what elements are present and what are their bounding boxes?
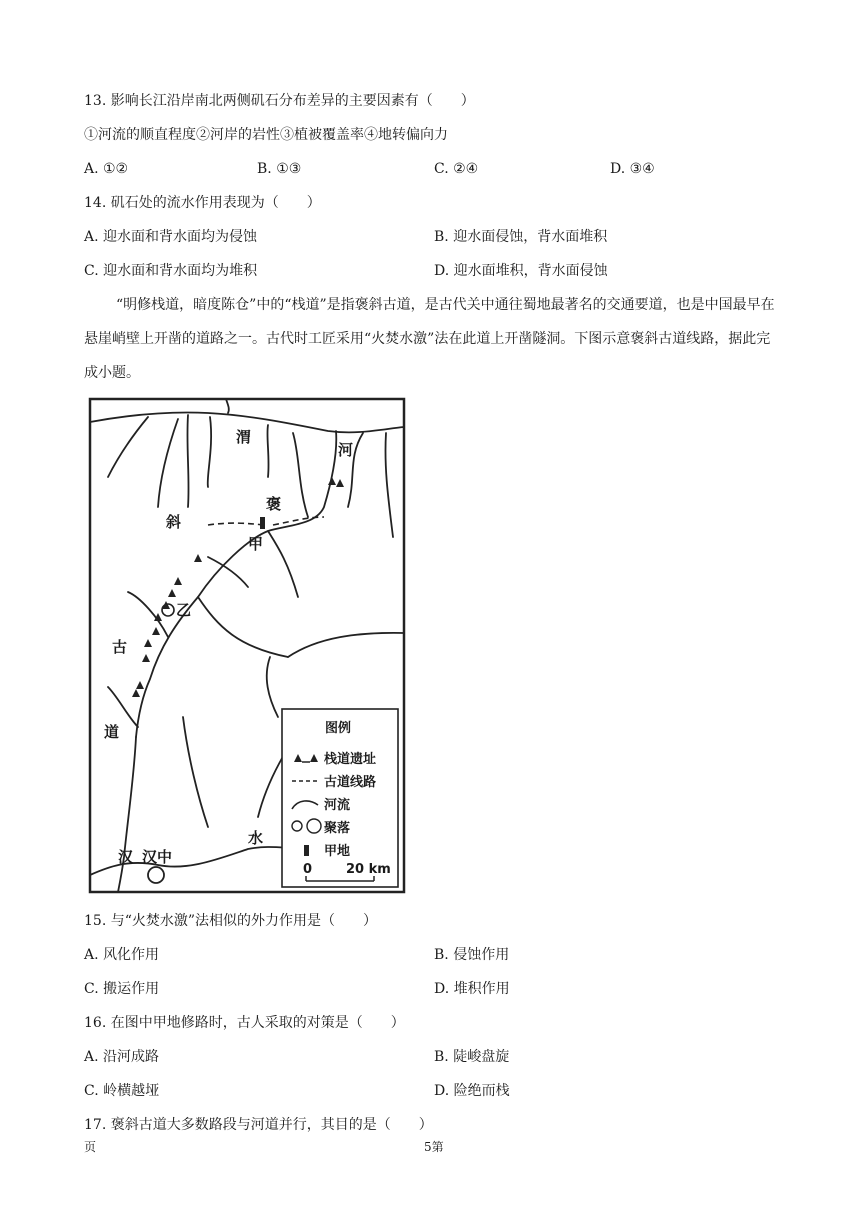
legend-jia: 甲地 xyxy=(324,844,351,859)
q14-option-b: B. 迎水面侵蚀，背水面堆积 xyxy=(434,229,608,245)
label-dao: 道 xyxy=(104,723,120,741)
q15-stem: 15. 与“火焚水激”法相似的外力作用是（ ） xyxy=(84,913,378,929)
label-wei: 渭 xyxy=(236,428,252,446)
jia-site-marker xyxy=(260,517,265,529)
q13-option-d: D. ③④ xyxy=(610,161,655,177)
q13-option-b: B. ①③ xyxy=(257,161,302,177)
q14-option-a: A. 迎水面和背水面均为侵蚀 xyxy=(84,229,258,245)
label-xie: 斜 xyxy=(166,513,182,531)
legend-river: 河流 xyxy=(324,798,351,813)
map-legend xyxy=(282,709,398,887)
q15-option-b: B. 侵蚀作用 xyxy=(434,947,510,963)
q14-option-d: D. 迎水面堆积，背水面侵蚀 xyxy=(434,263,608,279)
label-gu: 古 xyxy=(112,638,128,656)
legend-title: 图例 xyxy=(325,721,352,736)
label-hanzhong: 汉中 xyxy=(142,848,173,866)
q15-option-c: C. 搬运作用 xyxy=(84,981,160,997)
footer-left: 页 xyxy=(84,1140,97,1154)
q14-stem: 14. 矶石处的流水作用表现为（ ） xyxy=(84,195,321,211)
q13-option-c: C. ②④ xyxy=(434,161,479,177)
q16-stem: 16. 在图中甲地修路时，古人采取的对策是（ ） xyxy=(84,1015,405,1031)
footer-page-number: 5第 xyxy=(424,1140,444,1154)
baoxie-road-map xyxy=(88,397,406,894)
label-jia: 甲 xyxy=(248,535,264,553)
q16-option-d: D. 险绝而栈 xyxy=(434,1083,510,1099)
q14-option-c: C. 迎水面和背水面均为堆积 xyxy=(84,263,258,279)
q16-option-b: B. 陡峻盘旋 xyxy=(434,1049,510,1065)
q13-stem: 13. 影响长江沿岸南北两侧矶石分布差异的主要因素有（ ） xyxy=(84,93,475,109)
legend-ancient-road: 古道线路 xyxy=(324,775,377,790)
legend-scale-value: 20 km xyxy=(346,862,391,877)
hanzhong-settlement xyxy=(148,867,164,883)
legend-plank-road: 栈道遗址 xyxy=(324,752,377,767)
label-yi: 乙 xyxy=(176,601,192,619)
legend-scale-zero: 0 xyxy=(303,862,313,877)
q15-option-d: D. 堆积作用 xyxy=(434,981,510,997)
q15-option-a: A. 风化作用 xyxy=(84,947,160,963)
passage-text: “明修栈道，暗度陈仓”中的“栈道”是指褒斜古道，是古代关中通往蜀地最著名的交通要道，也是中国最早在悬崖峭壁上开凿的道路之一。古代时工匠采用“火焚水激”法在此道上开凿隧洞。下图示意褒斜古道线路，据此完成小题。 xyxy=(84,297,775,381)
label-han: 汉 xyxy=(118,848,134,866)
label-he: 河 xyxy=(338,441,354,459)
label-bao: 褒 xyxy=(266,495,282,513)
q13-option-a: A. ①② xyxy=(84,161,129,177)
q16-option-c: C. 岭横越垭 xyxy=(84,1083,160,1099)
label-shui: 水 xyxy=(248,829,264,847)
q13-statements: ①河流的顺直程度②河岸的岩性③植被覆盖率④地转偏向力 xyxy=(84,127,448,143)
q16-option-a: A. 沿河成路 xyxy=(84,1049,160,1065)
legend-settlement: 聚落 xyxy=(324,821,351,836)
q17-stem: 17. 褒斜古道大多数路段与河道并行，其目的是（ ） xyxy=(84,1117,433,1133)
